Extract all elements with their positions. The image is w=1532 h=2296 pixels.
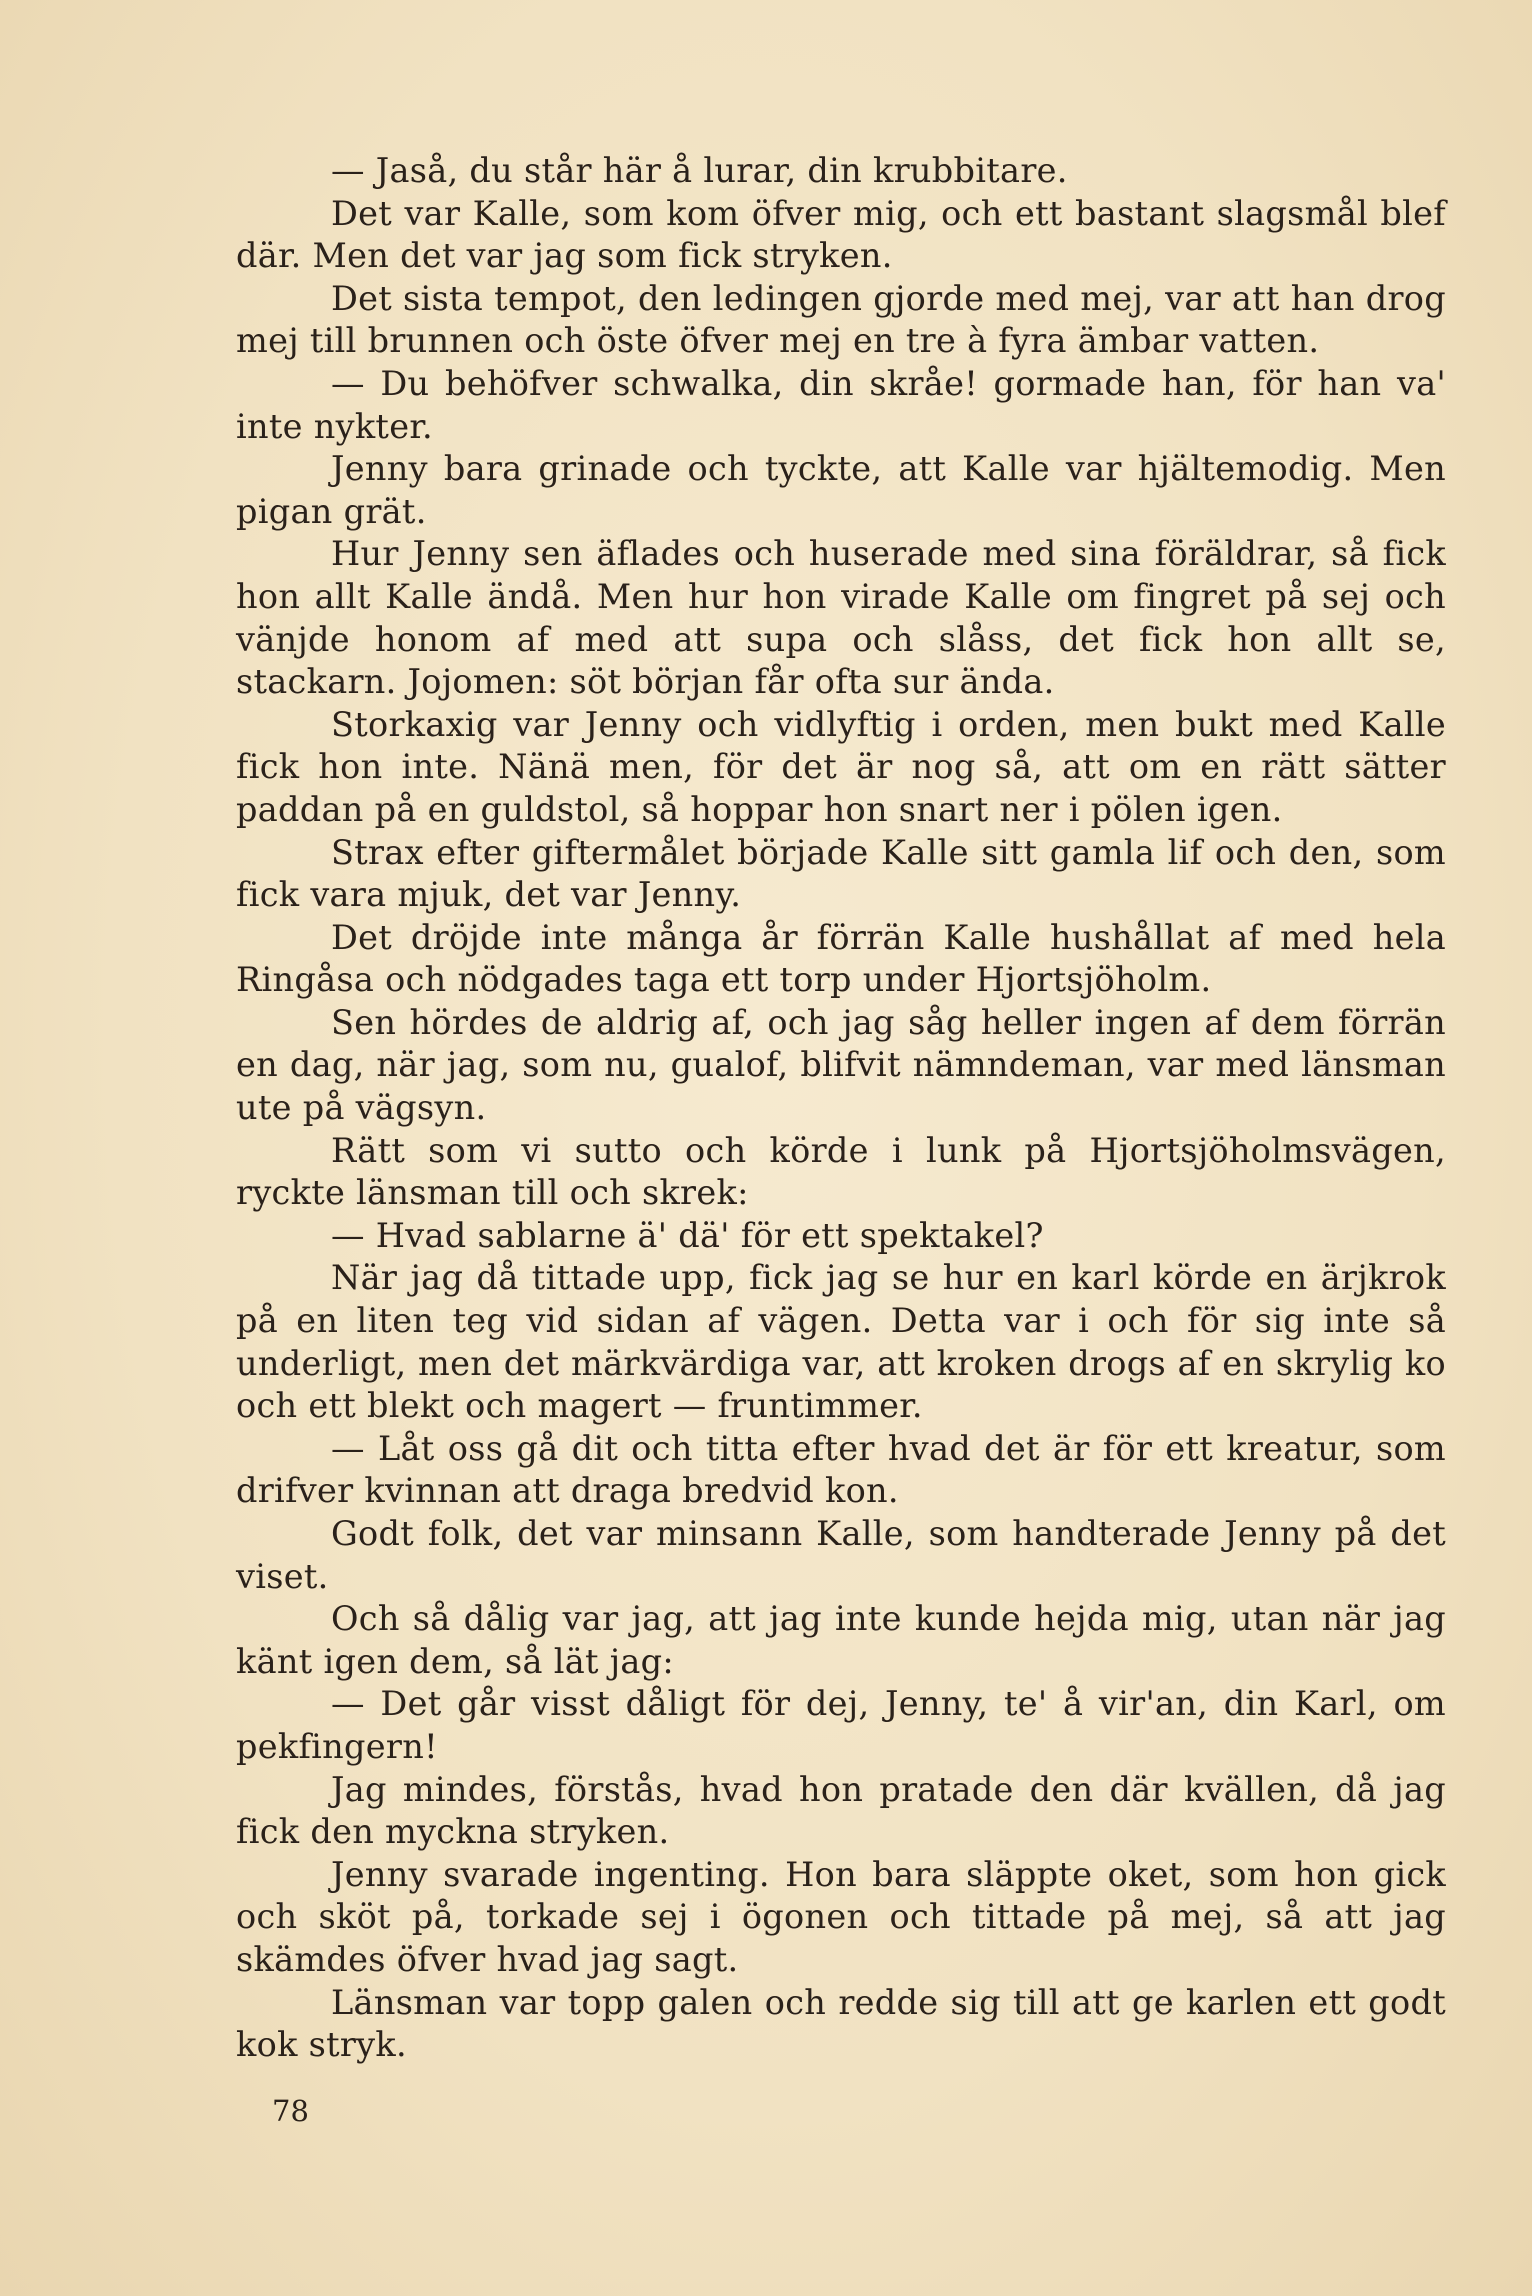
paragraph: Jenny bara grinade och tyckte, att Kalle var hjältemodig. Men pigan grät.	[236, 449, 1446, 531]
paragraph: Det dröjde inte många år förrän Kalle hushållat af med hela Ringåsa och nödgades taga ett torp under Hjortsjöholm.	[236, 917, 1446, 1000]
paragraph: Det var Kalle, som kom öfver mig, och ett bastant slagsmål blef där. Men det var jag som fick stryken.	[236, 193, 1446, 276]
paragraph: Hur Jenny sen äflades och huserade med sina föräldrar, så fick hon allt Kalle ändå. Men hur hon virade Kalle om fingret på sej och vänjde honom af med att supa och slåss, det fick hon allt se, stackarn. Jojomen: söt början får ofta sur ända.	[236, 534, 1446, 702]
paragraph: Storkaxig var Jenny och vidlyftig i orden, men bukt med Kalle fick hon inte. Nänä men, för det är nog så, att om en rätt sätter paddan på en guldstol, så hoppar hon snart ner i pölen igen.	[236, 704, 1446, 829]
paragraph: — Låt oss gå dit och titta efter hvad det är för ett kreatur, som drifver kvinnan att draga bredvid kon.	[236, 1428, 1446, 1511]
paragraph: Länsman var topp galen och redde sig till att ge karlen ett godt kok stryk.	[236, 1982, 1446, 2065]
paragraph: Rätt som vi sutto och körde i lunk på Hjortsjöholmsvägen, ryckte länsman till och skrek:	[236, 1130, 1446, 1213]
paragraph: — Hvad sablarne ä' dä' för ett spektakel?	[331, 1215, 1044, 1255]
paragraph: — Du behöfver schwalka, din skråe! gormade han, för han va' inte nykter.	[236, 363, 1446, 446]
paragraph: Och så dålig var jag, att jag inte kunde hejda mig, utan när jag känt igen dem, så lät jag:	[236, 1599, 1446, 1681]
paragraph: — Jaså, du står här å lurar, din krubbitare.	[331, 151, 1068, 190]
paragraph: — Det går visst dåligt för dej, Jenny, te' å vir'an, din Karl, om pekfingern!	[236, 1684, 1446, 1766]
paragraph: Sen hördes de aldrig af, och jag såg heller ingen af dem förrän en dag, när jag, som nu, gualof, blifvit nämndeman, var med länsman ute på vägsyn.	[236, 1002, 1446, 1128]
paragraph: När jag då tittade upp, fick jag se hur en karl körde en ärjkrok på en liten teg vid sidan af vägen. Detta var i och för sig inte så underligt, men det märkvärdiga var, att kroken drogs af en skrylig ko och ett blekt och magert — fruntimmer.	[236, 1258, 1446, 1426]
paragraph: Godt folk, det var minsann Kalle, som handterade Jenny på det viset.	[236, 1514, 1446, 1596]
paragraph: Jag mindes, förstås, hvad hon pratade den där kvällen, då jag fick den myckna stryken.	[236, 1769, 1446, 1852]
paragraph: Strax efter giftermålet började Kalle sitt gamla lif och den, som fick vara mjuk, det var Jenny.	[236, 832, 1446, 915]
page-number: 78	[272, 2094, 309, 2128]
body-text	[236, 150, 1446, 2067]
paragraph: Jenny svarade ingenting. Hon bara släppte oket, som hon gick och sköt på, torkade sej i ögonen och tittade på mej, så att jag skämdes öfver hvad jag sagt.	[236, 1854, 1446, 1979]
paragraph: Det sista tempot, den ledingen gjorde med mej, var att han drog mej till brunnen och öste öfver mej en tre à fyra ämbar vatten.	[236, 278, 1446, 361]
